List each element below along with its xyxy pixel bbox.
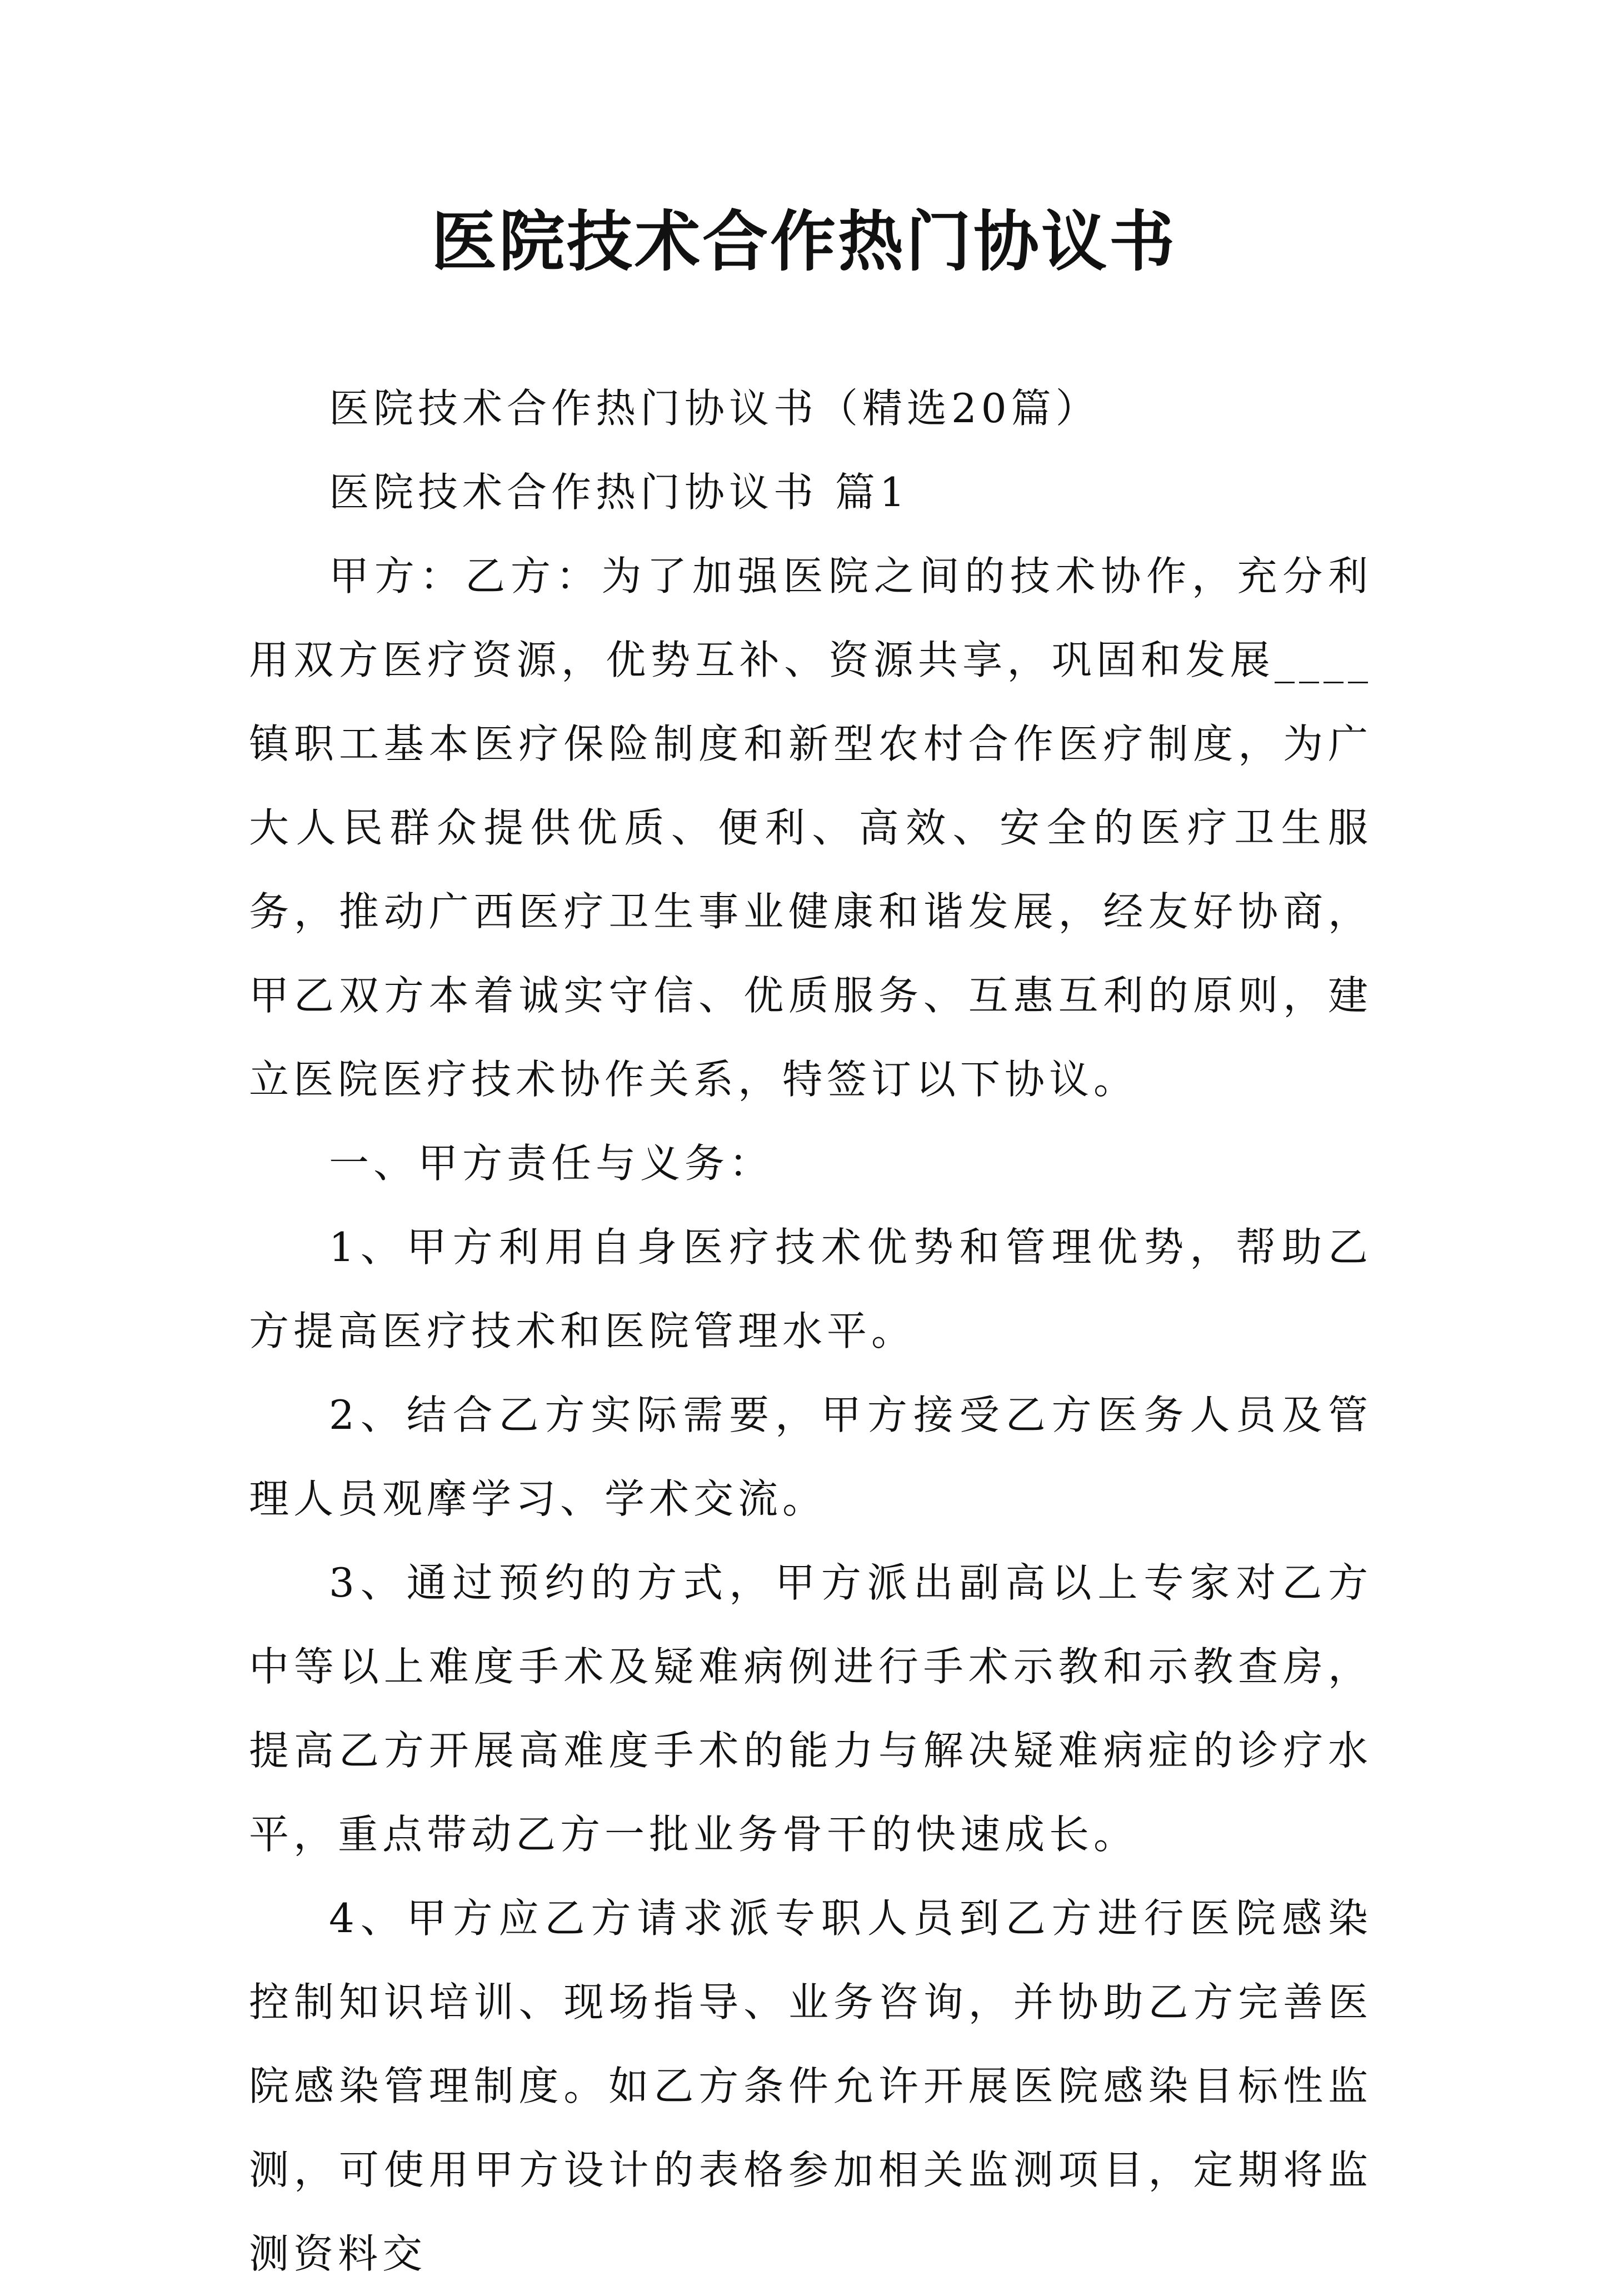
paragraph-item-3: 3、通过预约的方式，甲方派出副高以上专家对乙方中等以上难度手术及疑难病例进行手术示教和示教查房，提高乙方开展高难度手术的能力与解决疑难病症的诊疗水平，重点带动乙方一批业务骨干的快速成长。 bbox=[249, 1559, 1372, 1858]
document-body bbox=[249, 367, 1372, 2296]
paragraph-clause-heading: 一、甲方责任与义务： bbox=[329, 1140, 774, 1187]
paragraph-section-heading: 医院技术合作热门协议书 篇1 bbox=[329, 469, 910, 516]
document-title: 医院技术合作热门协议书 bbox=[431, 203, 1177, 280]
paragraph-subtitle: 医院技术合作热门协议书（精选20篇） bbox=[329, 385, 1100, 432]
paragraph-item-2: 2、结合乙方实际需要，甲方接受乙方医务人员及管理人员观摩学习、学术交流。 bbox=[249, 1392, 1372, 1522]
paragraph-item-4: 4、甲方应乙方请求派专职人员到乙方进行医院感染控制知识培训、现场指导、业务咨询，并协助乙方完善医院感染管理制度。如乙方条件允许开展医院感染目标性监测，可使用甲方设计的表格参加相关监测项目，定期将监测资料交 bbox=[249, 1895, 1372, 2277]
paragraph-preamble: 甲方：乙方：为了加强医院之间的技术协作，充分利用双方医疗资源，优势互补、资源共享，巩固和发展____镇职工基本医疗保险制度和新型农村合作医疗制度，为广大人民群众提供优质、便利、高效、安全的医疗卫生服务，推动广西医疗卫生事业健康和谐发展，经友好协商，甲乙双方本着诚实守信、优质服务、互惠互利的原则，建立医院医疗技术协作关系，特签订以下协议。 bbox=[249, 553, 1372, 1103]
paragraph-item-1: 1、甲方利用自身医疗技术优势和管理优势，帮助乙方提高医疗技术和医院管理水平。 bbox=[249, 1224, 1372, 1354]
